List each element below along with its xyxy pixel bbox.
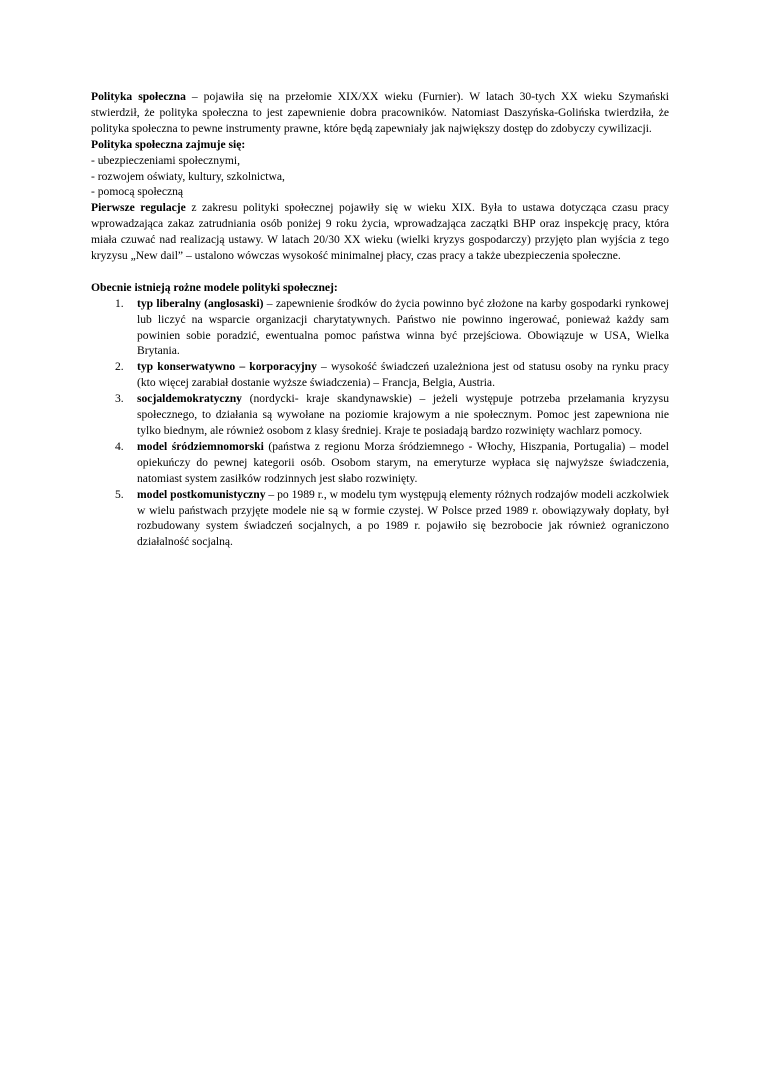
models-heading (91, 280, 669, 296)
spacer (91, 264, 669, 280)
list-item-text: (państwa z regionu Morza śródziemnego - Włochy, Hiszpania, Portugalia) – model opiekuńczy do pewnej kategorii osób. Osobom starym, na emeryturze wypłaca się najwyższe świadczenia, natomiast system zasiłków rodzinnych jest słabo rozwinięty. (137, 439, 669, 485)
intro-text: – pojawiła się na przełomie XIX/XX wieku (Furnier). W latach 30-tych XX wieku Szymański stwierdził, że polityka społeczna to jest zapewnienie dobra pracowników. Natomiast Daszyńska-Golińska twierdziła, że polityka społeczna to pewne instrumenty prawne, które będą zapewniały jak największy dostęp do zdobyczy cywilizacji. (91, 90, 669, 135)
list-item-number: 2. (115, 360, 124, 374)
list-item-text: – wysokość świadczeń uzależniona jest od statusu osoby na rynku pracy (kto więcej zarabiał dostanie wyższe świadczenia) – Francja, Belgia, Austria. (137, 360, 669, 390)
regulations-title: Pierwsze regulacje (91, 201, 186, 215)
list-item-title: model postkomunistyczny (137, 487, 266, 501)
list-item-text: – po 1989 r., w modelu tym występują elementy różnych rodzajów modeli aczkolwiek w wielu państwach przyjęte modele nie są w formie czystej. W Polsce przed 1989 r. obowiązywały dopłaty, był rozbudowany system świadczeń socjalnych, a po 1989 r. pojawiło się bezrobocie jak również ograniczono działalność socjalną. (137, 487, 669, 549)
scope-heading-text: Polityka społeczna zajmuje się: (91, 137, 246, 151)
list-item-title: typ liberalny (anglosaski) (137, 296, 264, 310)
list-item-title: model śródziemnomorski (137, 439, 264, 453)
list-item-title: typ konserwatywno – korporacyjny (137, 360, 317, 374)
list-item-text: (nordycki- kraje skandynawskie) – jeżeli występuje potrzeba przełamania kryzysu społecznego, to działania są wywołane na poziomie krajowym a nie społecznym. Pomoc jest zapewniona nie tylko biednym, ale również osobom z klasy średniej. Kraje te posiadają bardzo rozwinięty wachlarz pomocy. (137, 392, 669, 438)
list-item-number: 5. (115, 487, 124, 501)
scope-item: - pomocą społeczną (91, 185, 184, 199)
models-heading-text: Obecnie istnieją rożne modele polityki społecznej: (91, 280, 338, 294)
regulations-text: z zakresu polityki społecznej pojawiły się w wieku XIX. Była to ustawa dotycząca czasu pracy wprowadzająca zakaz zatrudniania osób poniżej 9 roku życia, wprowadzająca zaczątki BHP oraz inspekcję pracy, która miała czuwać nad realizacją ustawy. W latach 20/30 XX wieku (wielki kryzys gospodarczy) przyjęto plan wyjścia z tego kryzysu „New dail” – ustalono wówczas wysokość minimalnej płacy, czas pracy a także ubezpieczenia społeczne. (91, 201, 669, 263)
list-item (91, 296, 669, 360)
list-item (91, 359, 669, 391)
intro-title: Polityka społeczna (91, 90, 186, 103)
list-item-number: 3. (115, 392, 124, 406)
scope-heading (91, 137, 669, 153)
list-item-number: 1. (115, 296, 124, 310)
scope-item: - ubezpieczeniami społecznymi, (91, 153, 241, 167)
regulations-paragraph (91, 200, 669, 264)
list-item (91, 439, 669, 487)
intro-paragraph (91, 89, 669, 137)
list-item-text: – zapewnienie środków do życia powinno być złożone na karby gospodarki rynkowej lub liczyć na wsparcie organizacji charytatywnych. Państwo nie powinno ingerować, ponieważ każdy sam powinien sobie poradzić, ewentualna pomoc państwa winna być przejściowa. Obowiązuje w USA, Wielka Brytania. (137, 296, 670, 358)
list-item-title: socjaldemokratyczny (137, 392, 242, 406)
models-list (91, 296, 669, 551)
list-item-number: 4. (115, 439, 124, 453)
list-item (91, 391, 669, 439)
scope-item: - rozwojem oświaty, kultury, szkolnictwa, (91, 169, 285, 183)
list-item (91, 487, 669, 551)
